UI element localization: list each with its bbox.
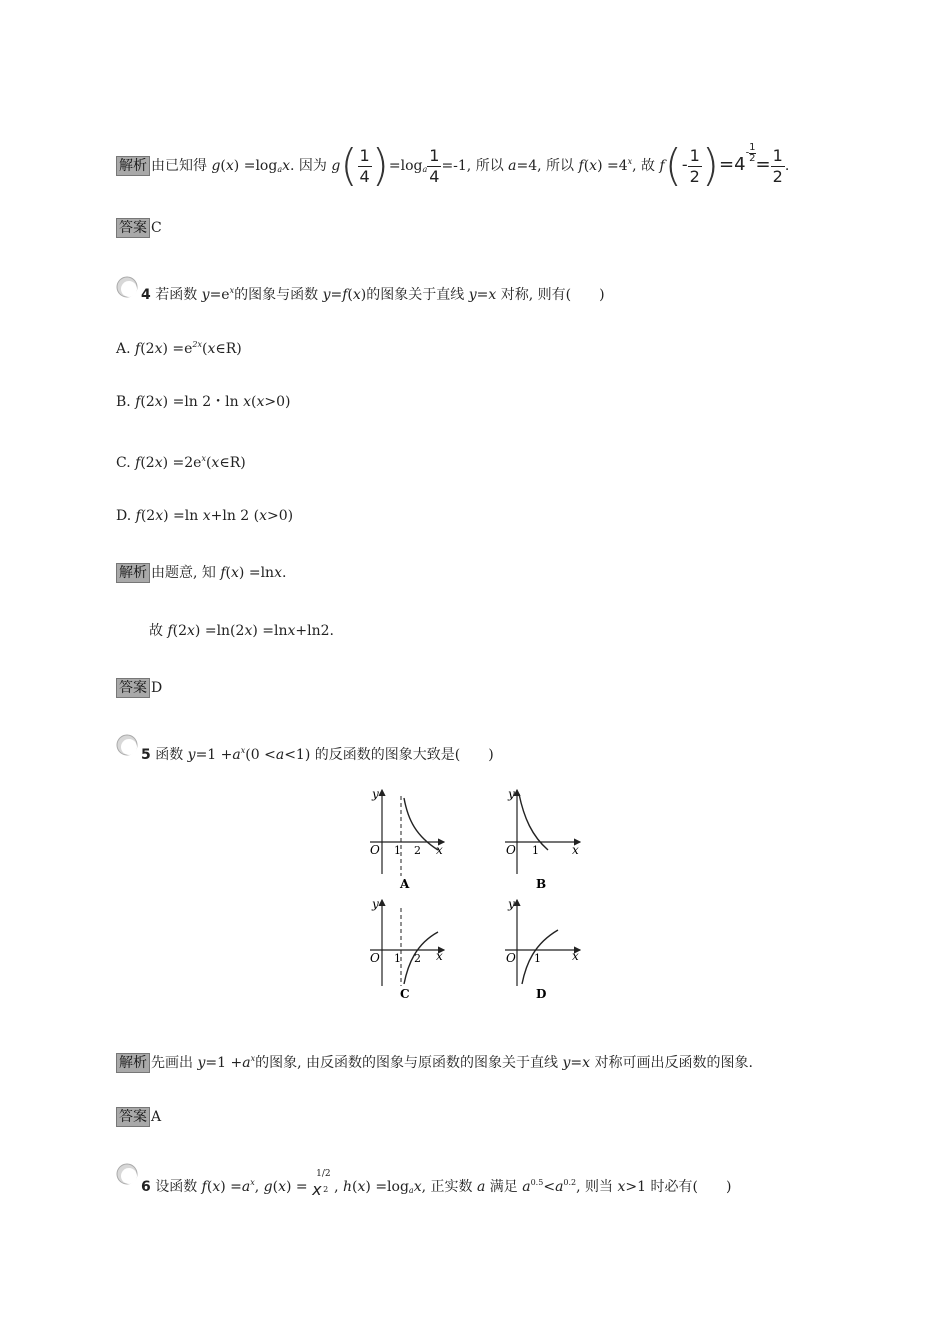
tick-label: 1	[532, 844, 539, 857]
paren-left: (	[340, 140, 358, 191]
axis-y-label: y	[372, 787, 379, 801]
text: (	[583, 158, 590, 174]
q3-solution	[116, 138, 790, 191]
question-number: 5	[141, 747, 151, 763]
minus: -	[681, 155, 688, 174]
var: f	[578, 158, 584, 174]
answer-value: C	[151, 220, 162, 236]
text: =4, 所以	[516, 158, 579, 174]
fraction: $\frac{1}{4}$	[359, 145, 370, 186]
tick-label: 1	[534, 952, 541, 965]
graph-d	[505, 897, 580, 1001]
axis-y-label: y	[508, 787, 515, 801]
graph-a	[370, 787, 444, 891]
q4-solution-2: 故 f(2x) =ln(2x) =lnx+ln2.	[149, 623, 334, 639]
graph-b	[505, 787, 580, 891]
var: x	[282, 158, 290, 174]
var: a	[277, 165, 283, 174]
question-number: 4	[141, 287, 151, 303]
origin-label: O	[370, 951, 380, 965]
question-marker-icon	[116, 1163, 138, 1185]
text: (	[220, 158, 226, 174]
tick-label: 1	[394, 844, 401, 857]
fraction: $\frac{1}{4}$	[429, 145, 440, 186]
tick-label: 2	[414, 952, 421, 965]
q4-option-c[interactable]: C. $f(2x) =2e^x(x\in R)$	[116, 454, 246, 471]
answer-value: A	[151, 1109, 162, 1125]
q4-stem: 4 若函数 $y=e^x$的图象与函数 y=f(x)的图象关于直线 y=x 对称, 则有( )	[141, 286, 605, 303]
exponent: - $\frac{1}{2}$	[745, 141, 756, 164]
axis-x-label: x	[572, 949, 579, 963]
text: =4	[719, 154, 746, 175]
answer-value: D	[151, 680, 163, 696]
var: f	[659, 158, 665, 174]
var: a	[422, 165, 428, 174]
graph-label-a: A	[400, 877, 410, 891]
origin-label: O	[506, 951, 516, 965]
q5-graphs	[362, 784, 592, 1006]
question-number: 6	[141, 1179, 151, 1195]
text: , 故	[632, 158, 660, 174]
var: a	[508, 158, 517, 174]
text: =-1, 所以	[441, 158, 509, 174]
graph-c	[370, 897, 444, 1001]
solution-tag: 解析	[116, 563, 150, 583]
axis-x-label: x	[436, 843, 443, 857]
q4-answer	[116, 678, 162, 698]
question-marker-icon	[116, 276, 138, 298]
text: .	[784, 158, 790, 174]
solution-tag: 解析	[116, 1053, 150, 1073]
graph-label-c: C	[400, 987, 410, 1001]
q6-stem: 6 设函数 $f(x) =a^x$, g(x) = 1/2 x 2 , $h(x) =\log_ax$, 正实数 a 满足 $a^{0.5}<a^{0.2}$, 则当 x>1 时必有( )	[141, 1169, 732, 1199]
tick-label: 2	[414, 844, 421, 857]
q5-solution: 解析 先画出 $y=1 +a^x$的图象, 由反函数的图象与原函数的图象关于直线 y=x 对称可画出反函数的图象.	[116, 1049, 753, 1073]
fraction: $\frac{1}{2}$	[772, 145, 783, 186]
origin-label: O	[370, 843, 380, 857]
text: ) =log	[233, 158, 278, 174]
text: ) =4	[597, 158, 628, 174]
paren-right: )	[371, 140, 389, 191]
paren-right: )	[701, 140, 720, 191]
origin-label: O	[506, 843, 516, 857]
paren-left: (	[664, 140, 682, 191]
power-x-half: 1/2 x 2	[312, 1169, 331, 1199]
text: 由已知得	[151, 158, 212, 174]
q4-option-a[interactable]: A. $f(2x) =e^{2x}(x\in R)$	[116, 340, 242, 357]
graph-label-d: D	[536, 987, 547, 1001]
answer-tag: 答案	[116, 678, 150, 698]
q4-option-b[interactable]: B. f(2x) =ln 2・ln x(x>0)	[116, 394, 291, 410]
text: =log	[388, 158, 423, 174]
solution-tag: 解析	[116, 156, 150, 176]
axis-x-label: x	[572, 843, 579, 857]
var: g	[331, 158, 341, 174]
axis-y-label: y	[508, 897, 515, 911]
fraction: $\frac{1}{2}$	[689, 145, 700, 186]
axis-x-label: x	[436, 949, 443, 963]
axis-y-label: y	[372, 897, 379, 911]
var: g	[211, 158, 221, 174]
q4-option-d[interactable]: D. f(2x) =ln x+ln 2 (x>0)	[116, 508, 294, 524]
graph-label-b: B	[536, 877, 547, 891]
answer-tag: 答案	[116, 1107, 150, 1127]
var: x	[627, 157, 633, 166]
q5-stem: 5 函数 $y=1 +a^x(0 <a<1)$ 的反函数的图象大致是( )	[141, 746, 494, 763]
answer-tag: 答案	[116, 218, 150, 238]
var: x	[589, 158, 598, 174]
var: x	[225, 158, 234, 174]
text: . 因为	[290, 158, 332, 174]
text: =	[755, 154, 771, 175]
q5-answer	[116, 1107, 161, 1127]
q4-solution: 解析 由题意, 知 f(x) =lnx.	[116, 563, 286, 583]
question-marker-icon	[116, 734, 138, 756]
q3-answer	[116, 218, 162, 238]
tick-label: 1	[394, 952, 401, 965]
